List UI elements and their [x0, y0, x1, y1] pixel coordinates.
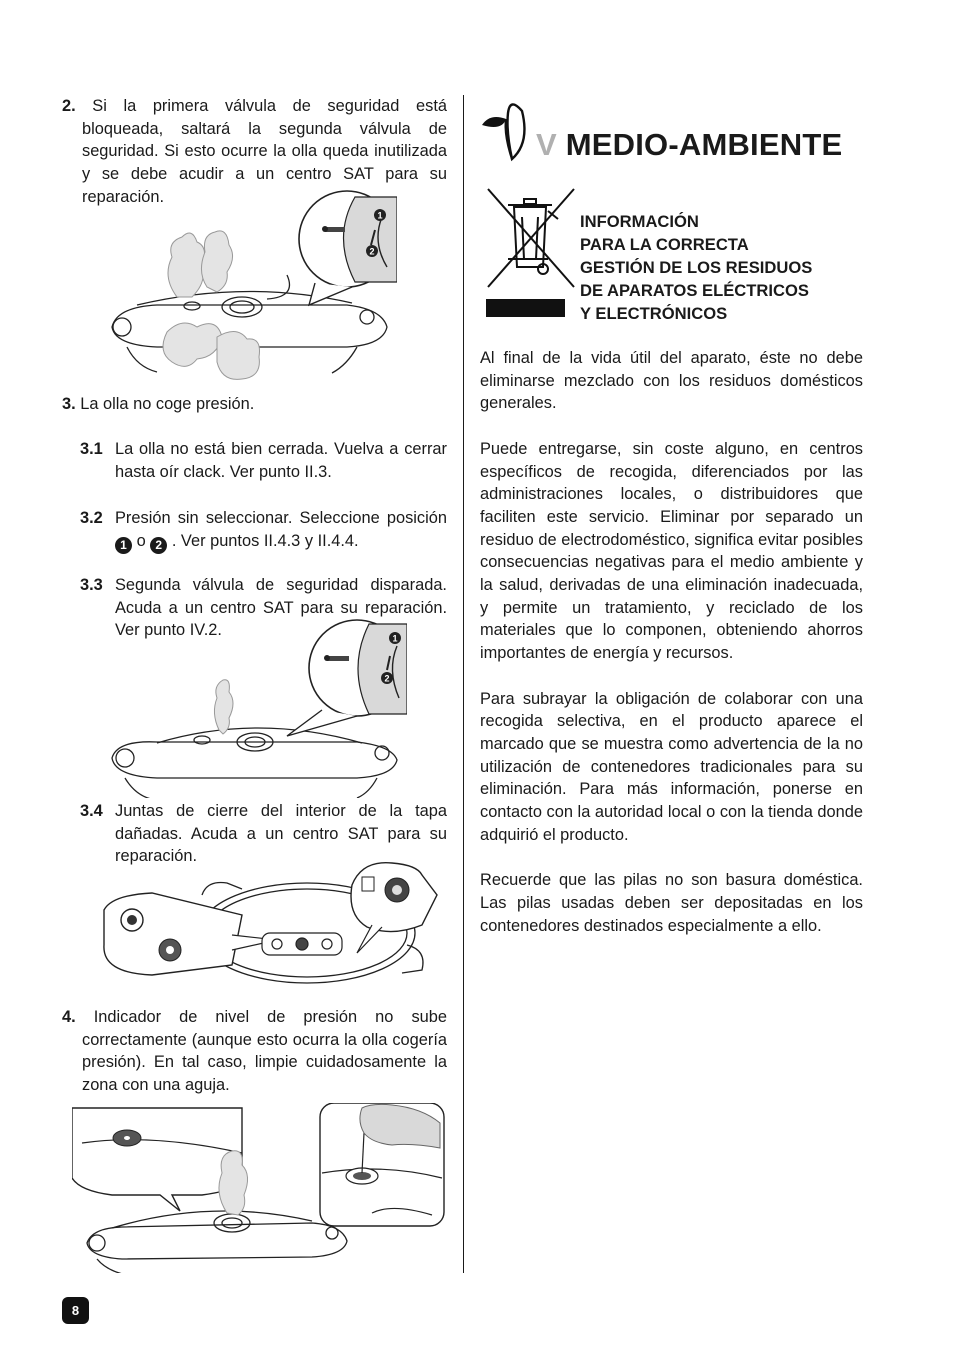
- weee-info-heading: [580, 210, 812, 325]
- sub-item-text: Segunda válvula de seguridad disparada. Acuda a un centro SAT para su reparación. Ver punto IV.2.: [115, 576, 447, 640]
- crossed-out-bin-icon: [486, 187, 578, 319]
- item-3: [62, 393, 447, 416]
- dial-label-one: 1: [392, 633, 398, 644]
- item-text: Si la primera válvula de seguridad está bloqueada, saltará la segunda válvula de seguridad. Si esto ocurre la olla queda inutilizada y se debe acudir a un centro SAT para su reparación.: [82, 97, 447, 206]
- sub-item-text-or: o: [136, 531, 146, 550]
- sub-item-text: Presión sin seleccionar. Seleccione posición: [115, 509, 447, 527]
- sub-item-number: 3.1: [80, 440, 103, 458]
- zoom-right: [351, 863, 437, 953]
- item-number: 2.: [62, 97, 76, 115]
- sub-item-3-2: [80, 507, 447, 554]
- figure-second-valve-triggered: [107, 618, 407, 798]
- zoom-bubble: [299, 191, 397, 305]
- item-text: La olla no coge presión.: [80, 395, 255, 413]
- info-line: INFORMACIÓN: [580, 212, 699, 231]
- sub-item-3-1: [80, 438, 447, 483]
- dial-label-two: 2: [369, 246, 375, 257]
- page-number-badge: 8: [62, 1297, 89, 1324]
- info-line: PARA LA CORRECTA: [580, 235, 749, 254]
- section-title: [536, 127, 842, 163]
- sub-item-number: 3.3: [80, 576, 103, 594]
- position-2-badge: 2: [150, 537, 167, 554]
- item-number: 4.: [62, 1008, 76, 1026]
- info-line: Y ELECTRÓNICOS: [580, 304, 728, 323]
- needle-cleaning-inset: [320, 1103, 444, 1226]
- figure-lid-seals: [92, 855, 447, 1000]
- leaf-sprout-icon: [480, 95, 532, 165]
- position-1-badge: 1: [115, 537, 132, 554]
- paragraph: Puede entregarse, sin coste alguno, en centros específicos de recogida, diferenciados por las administraciones locales, o distribuidores que faciliten este servicio. Eliminar por separado un residuo de electrodoméstico, significa evitar posibles consecuencias negativas para el medio ambiente y la salud, derivadas de una eliminación inadecuada, y permite un tratamiento, y reciclado de los materiales que lo componen, obteniendo ahorros importantes de energía y recursos.: [480, 439, 863, 663]
- paragraph: Para subrayar la obligación de colaborar con una recogida selectiva, en el producto aparece el marcado que se muestra como advertencia de la no utilización de contenedores tradicionales para su eliminación. Para más información, ponerse en contacto con la autoridad local o con la tienda donde adquirió el producto.: [480, 689, 863, 844]
- figure-second-valve-release: [97, 187, 397, 387]
- dial-label-two: 2: [384, 673, 390, 684]
- figure-pressure-indicator-cleaning: [72, 1103, 447, 1273]
- zoom-left: [104, 893, 277, 975]
- weee-info-block: [480, 187, 863, 327]
- info-line: GESTIÓN DE LOS RESIDUOS: [580, 258, 813, 277]
- column-divider: [463, 95, 464, 1273]
- sub-item-number: 3.4: [80, 802, 103, 820]
- item-4: [62, 1006, 447, 1097]
- paragraph: Al final de la vida útil del aparato, éste no debe eliminarse mezclado con los residuos domésticos generales.: [480, 349, 863, 413]
- item-number: 3.: [62, 395, 76, 413]
- item-text: Indicador de nivel de presión no sube correctamente (aunque esto ocurra la olla cogería presión). En tal caso, limpie cuidadosamente la zona con una aguja.: [82, 1008, 447, 1095]
- paragraph: Recuerde que las pilas no son basura doméstica. Las pilas usadas deben ser depositadas en los contenedores destinados especialmente a ello.: [480, 871, 863, 935]
- section-heading: [480, 95, 863, 175]
- section-title-text: MEDIO-AMBIENTE: [565, 127, 843, 162]
- info-line: DE APARATOS ELÉCTRICOS: [580, 281, 809, 300]
- dial-label-one: 1: [377, 210, 383, 221]
- sub-item-number: 3.2: [80, 509, 103, 527]
- sub-item-text: La olla no está bien cerrada. Vuelva a cerrar hasta oír clack. Ver punto II.3.: [115, 440, 447, 481]
- zoom-indicator: [72, 1108, 242, 1211]
- section-roman-numeral: V: [536, 127, 557, 162]
- environment-body-text: [480, 347, 863, 960]
- sub-item-text: Juntas de cierre del interior de la tapa dañadas. Acuda a un centro SAT para su reparación.: [115, 802, 447, 866]
- zoom-bubble: [287, 620, 407, 736]
- sub-item-text-end: . Ver puntos II.4.3 y II.4.4.: [171, 531, 359, 550]
